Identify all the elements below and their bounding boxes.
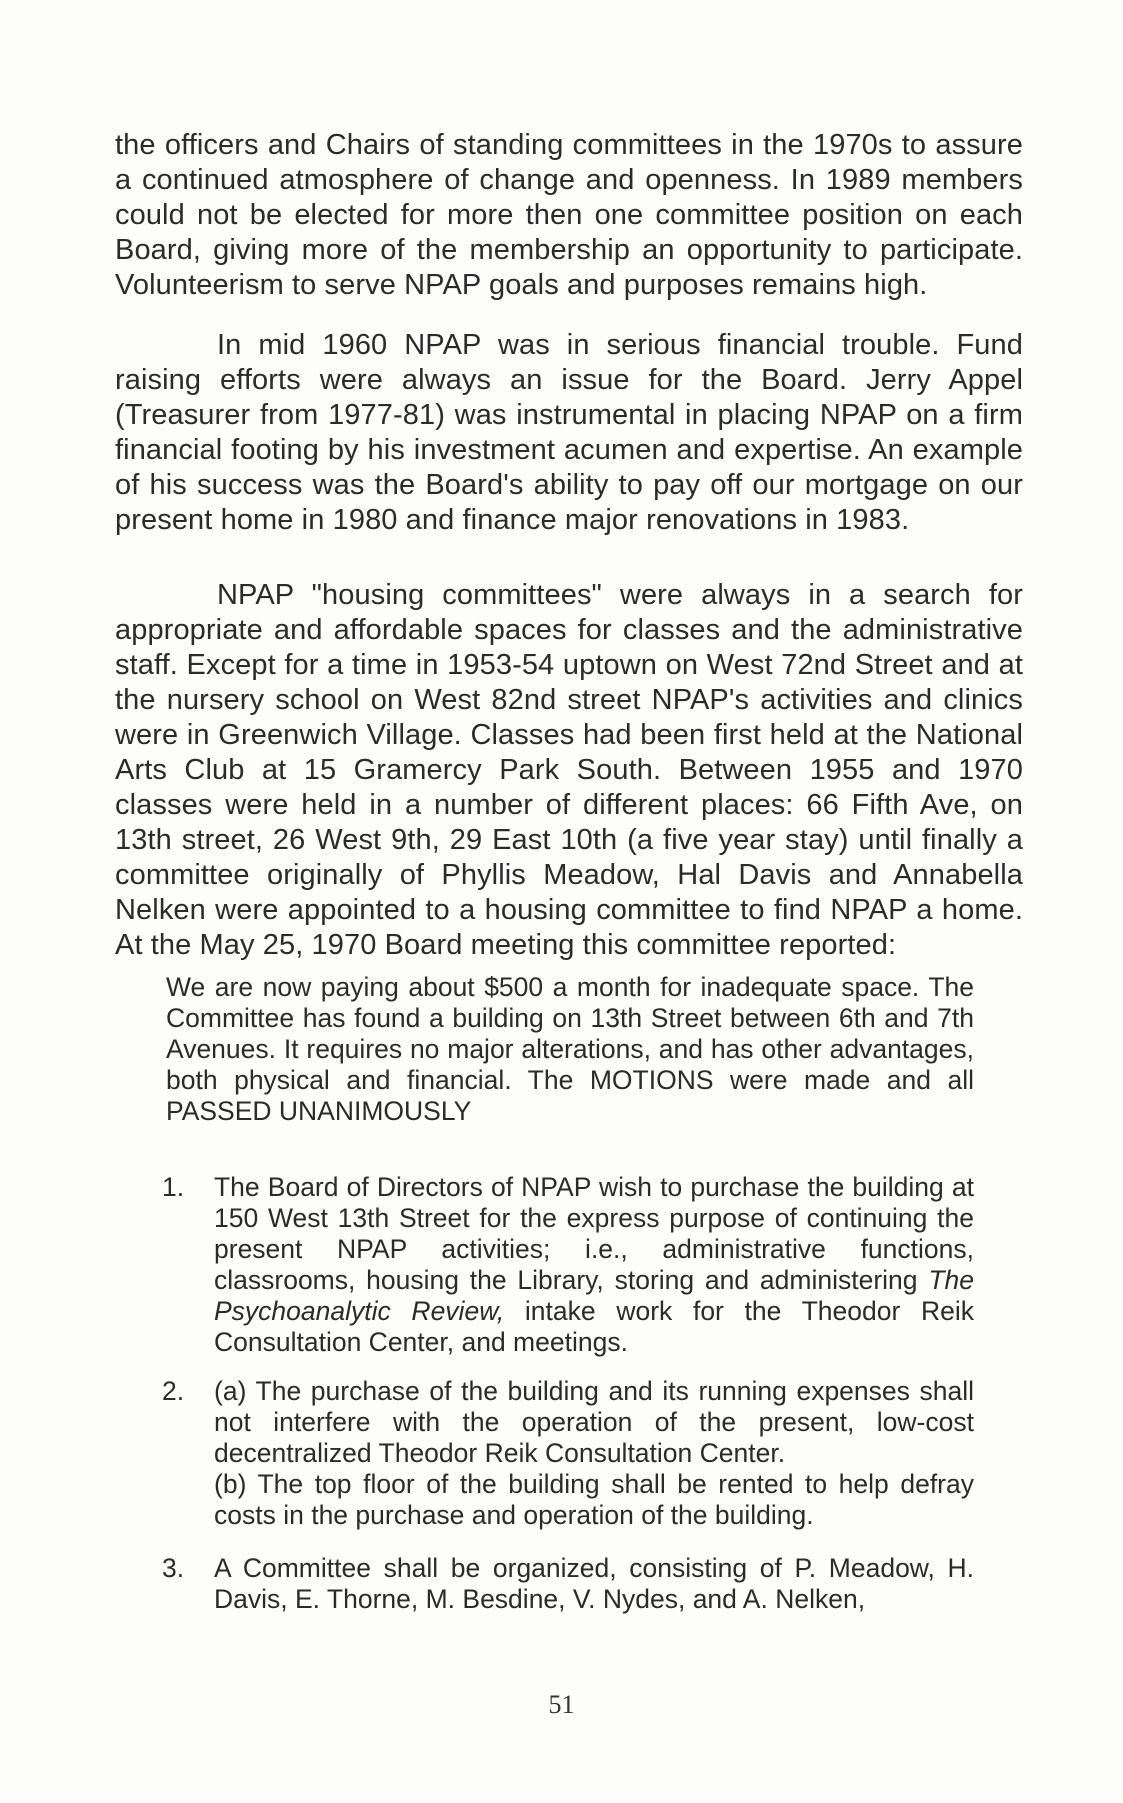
motion-item <box>162 1172 974 1358</box>
motion-item <box>162 1376 974 1531</box>
paragraph-housing: NPAP "housing committees" were always in a search for appropriate and affordable spaces for classes and the administrative staff. Except for a time in 1953-54 uptown on West 72nd Street and at the nursery school on West 82nd street NPAP's activities and clinics were in Greenwich Village. Classes had been first held at the National Arts Club at 15 Gramercy Park South. Between 1955 and 1970 classes were held in a number of different places: 66 Fifth Ave, on 13th street, 26 West 9th, 29 East 10th (a five year stay) until finally a committee originally of Phyllis Meadow, Hal Davis and Annabella Nelken were appointed to a housing committee to find NPAP a home. At the May 25, 1970 Board meeting this committee reported: <box>115 579 1023 961</box>
paragraph-officers: the officers and Chairs of standing committees in the 1970s to assure a continued atmosphere of change and openness. In 1989 members could not be elected for more then one committee position on each Board, giving more of the membership an opportunity to participate. Volunteerism to serve NPAP goals and purposes remains high. <box>115 129 1023 301</box>
motion-item <box>162 1553 974 1615</box>
motion-part-a: (a) The purchase of the building and its running expenses shall not interfere with the operation of the present, low-cost decentralized Theodor Reik Consultation Center. <box>214 1376 974 1468</box>
motion-number: 2. <box>162 1376 185 1406</box>
board-report-quote: We are now paying about $500 a month for inadequate space. The Committee has found a building on 13th Street between 6th and 7th Avenues. It requires no major alterations, and has other advantages, both physical and financial. The MOTIONS were made and all PASSED UNANIMOUSLY <box>166 972 974 1126</box>
motion-text-before: The Board of Directors of NPAP wish to purchase the building at 150 West 13th Street for the express purpose of continuing the present NPAP activities; i.e., administrative functions, classrooms, housing the Library, storing and administering <box>214 1172 974 1295</box>
motion-part-b: (b) The top floor of the building shall be rented to help defray costs in the purchase and operation of the building. <box>214 1469 974 1530</box>
motion-text-after: intake work for the Theodor Reik Consultation Center, and meetings. <box>214 1296 975 1357</box>
motion-text <box>214 1172 974 1358</box>
journal-title: The Psychoanalytic Review, <box>214 1265 974 1326</box>
page-number: 51 <box>548 1690 575 1719</box>
motion-number: 1. <box>162 1172 185 1202</box>
motion-text: A Committee shall be organized, consisting of P. Meadow, H. Davis, E. Thorne, M. Besdine, V. Nydes, and A. Nelken, <box>214 1553 974 1614</box>
motion-text <box>214 1376 974 1531</box>
motion-number: 3. <box>162 1553 185 1583</box>
paragraph-financial: In mid 1960 NPAP was in serious financial trouble. Fund raising efforts were always an issue for the Board. Jerry Appel (Treasurer from 1977-81) was instrumental in placing NPAP on a firm financial footing by his investment acumen and expertise. An example of his success was the Board's ability to pay off our mortgage on our present home in 1980 and finance major renovations in 1983. <box>115 329 1023 536</box>
